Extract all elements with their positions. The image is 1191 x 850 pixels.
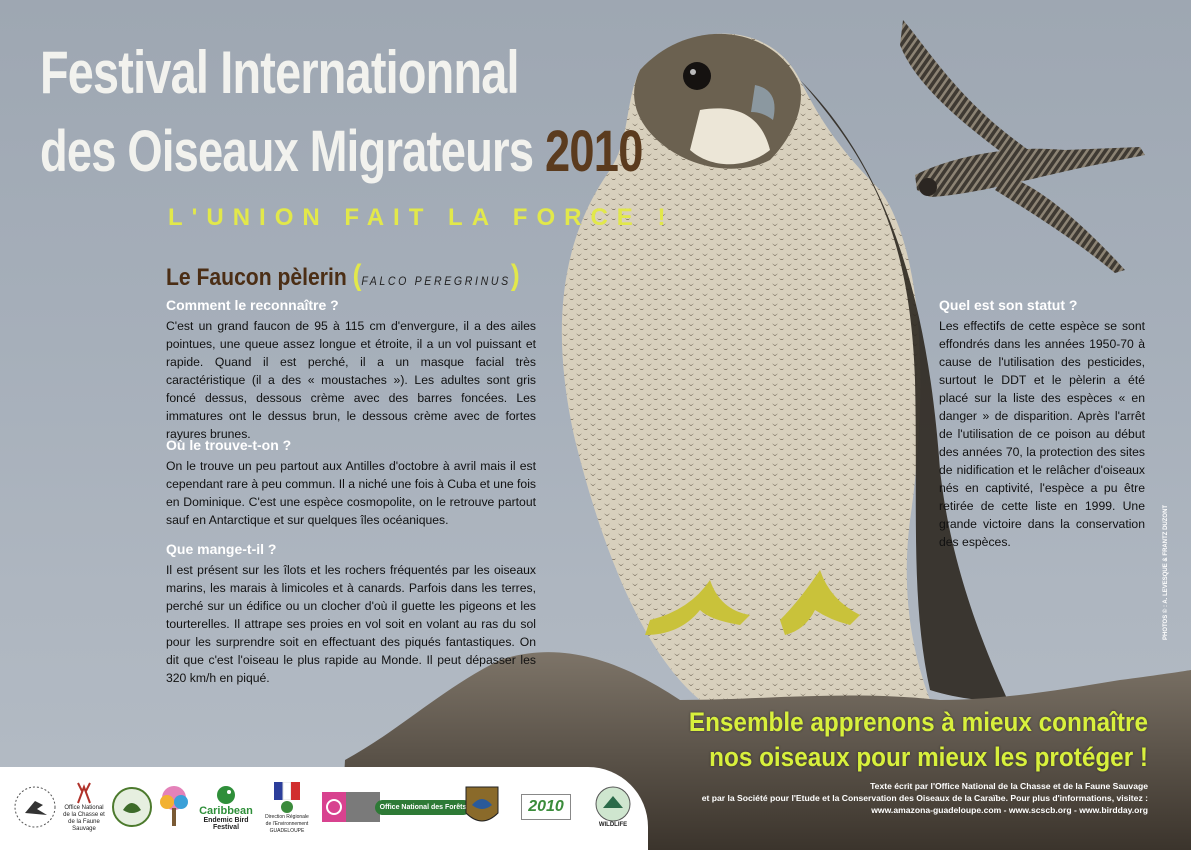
- wildlife-logo: WILDLIFE: [590, 777, 636, 837]
- wildlife-circle-logo: [110, 777, 154, 837]
- section-text: Il est présent sur les îlots et les rochers fréquentés par les oiseaux marins, les marais à limicoles et à canards. Parfois dans les terres, perché sur un édifice ou un clocher d'où il guette les pigeons et les tourterelles. Il attrape ses proies en vol soit en volant au ras du sol pour les surprendre soit en effectuant des piqués fantastiques. On dit que c'est l'oiseau le plus rapide au Monde. Il peut dépasser les 320 km/h en piqué.: [166, 563, 536, 685]
- section-where: [166, 436, 536, 529]
- oncfs-logo: Office National de la Chasse et de la Faune Sauvage: [62, 777, 106, 837]
- motto: L'UNION FAIT LA FORCE !: [168, 204, 675, 231]
- credit-line2: et par la Société pour l'Etude et la Conservation des Oiseaux de la Caraïbe. Pour plus d'informations, visitez :: [701, 793, 1148, 803]
- section-heading: Comment le reconnaître ?: [166, 297, 339, 313]
- credit-line1: Texte écrit par l'Office National de la Chasse et de la Faune Sauvage: [870, 781, 1148, 791]
- year-2010-logo: 2010: [506, 777, 586, 837]
- fish-wildlife-service-logo: [462, 777, 502, 837]
- credit-text: [628, 780, 1148, 816]
- section-text: On le trouve un peu partout aux Antilles d'octobre à avril mais il est cependant rare à peu commun. Il a niché une fois à Cuba et une fois en Dominique. C'est une espèce cosmopolite, on le retrouve partout sauf en Antarctique et sur quelques îles océaniques.: [166, 459, 536, 527]
- section-heading: Que mange-t-il ?: [166, 541, 277, 557]
- pink-logo: [320, 777, 382, 837]
- section-heading: Quel est son statut ?: [939, 297, 1078, 313]
- onf-logo: Office National des Forêts: [386, 777, 460, 837]
- festival-title-line2: [40, 118, 643, 185]
- species-heading: [166, 259, 520, 293]
- slogan-line2: nos oiseaux pour mieux les protéger !: [709, 742, 1148, 772]
- photo-credit: PHOTOS © : A. LEVESQUE & FRANTZ DUZONT: [1163, 504, 1169, 640]
- section-heading: Où le trouve-t-on ?: [166, 437, 292, 453]
- slogan-line1: Ensemble apprenons à mieux connaître: [688, 707, 1148, 737]
- paren-open: (: [352, 259, 362, 292]
- tree-logo: [156, 777, 192, 837]
- partner-logo-strip: [0, 767, 648, 850]
- species-latin-name: FALCO PEREGRINUS: [361, 274, 511, 288]
- festival-year: 2010: [545, 119, 643, 184]
- section-text: Les effectifs de cette espèce se sont effondrés dans les années 1950-70 à cause de l'utilisation des pesticides, surtout le DDT et le pèlerin a été placé sur la liste des espèces « en danger » de disparition. Après l'arrêt de l'utilisation de ce poison au début des années 70, la protection des sites de nidification et le relâcher d'oiseaux nés en captivité, l'espèce a pu être retirée de cette liste en 1999. Une grande victoire dans la conservation des espèces.: [939, 319, 1145, 549]
- society-bird-logo: [12, 777, 58, 837]
- festival-title-text: des Oiseaux Migrateurs: [40, 119, 534, 184]
- section-identify: [166, 296, 536, 443]
- species-name: Le Faucon pèlerin: [166, 264, 347, 291]
- section-eats: [166, 540, 536, 687]
- section-status: [939, 296, 1145, 551]
- festival-title-line1: Festival Internationnal: [40, 39, 519, 106]
- diren-logo: Direction Régionale de l'Environnement GUADELOUPE: [262, 777, 312, 839]
- caribbean-endemic-bird-festival-logo: Caribbean Endemic Bird Festival: [194, 777, 258, 839]
- section-text: C'est un grand faucon de 95 à 115 cm d'envergure, il a des ailes pointues, une queue assez longue et étroite, il a un vol puissant et rapide. Quand il est perché, il a un masque facial très caractéristique (il a des « moustaches »). Les adultes sont gris foncé dessus, dessous crème avec des barres foncées. Les immatures ont le dessus brun, le dessous crème avec de fortes rayures brunes.: [166, 319, 536, 441]
- credit-websites: www.amazona-guadeloupe.com - www.scscb.org - www.birdday.org: [871, 805, 1148, 815]
- paren-close: ): [510, 259, 520, 292]
